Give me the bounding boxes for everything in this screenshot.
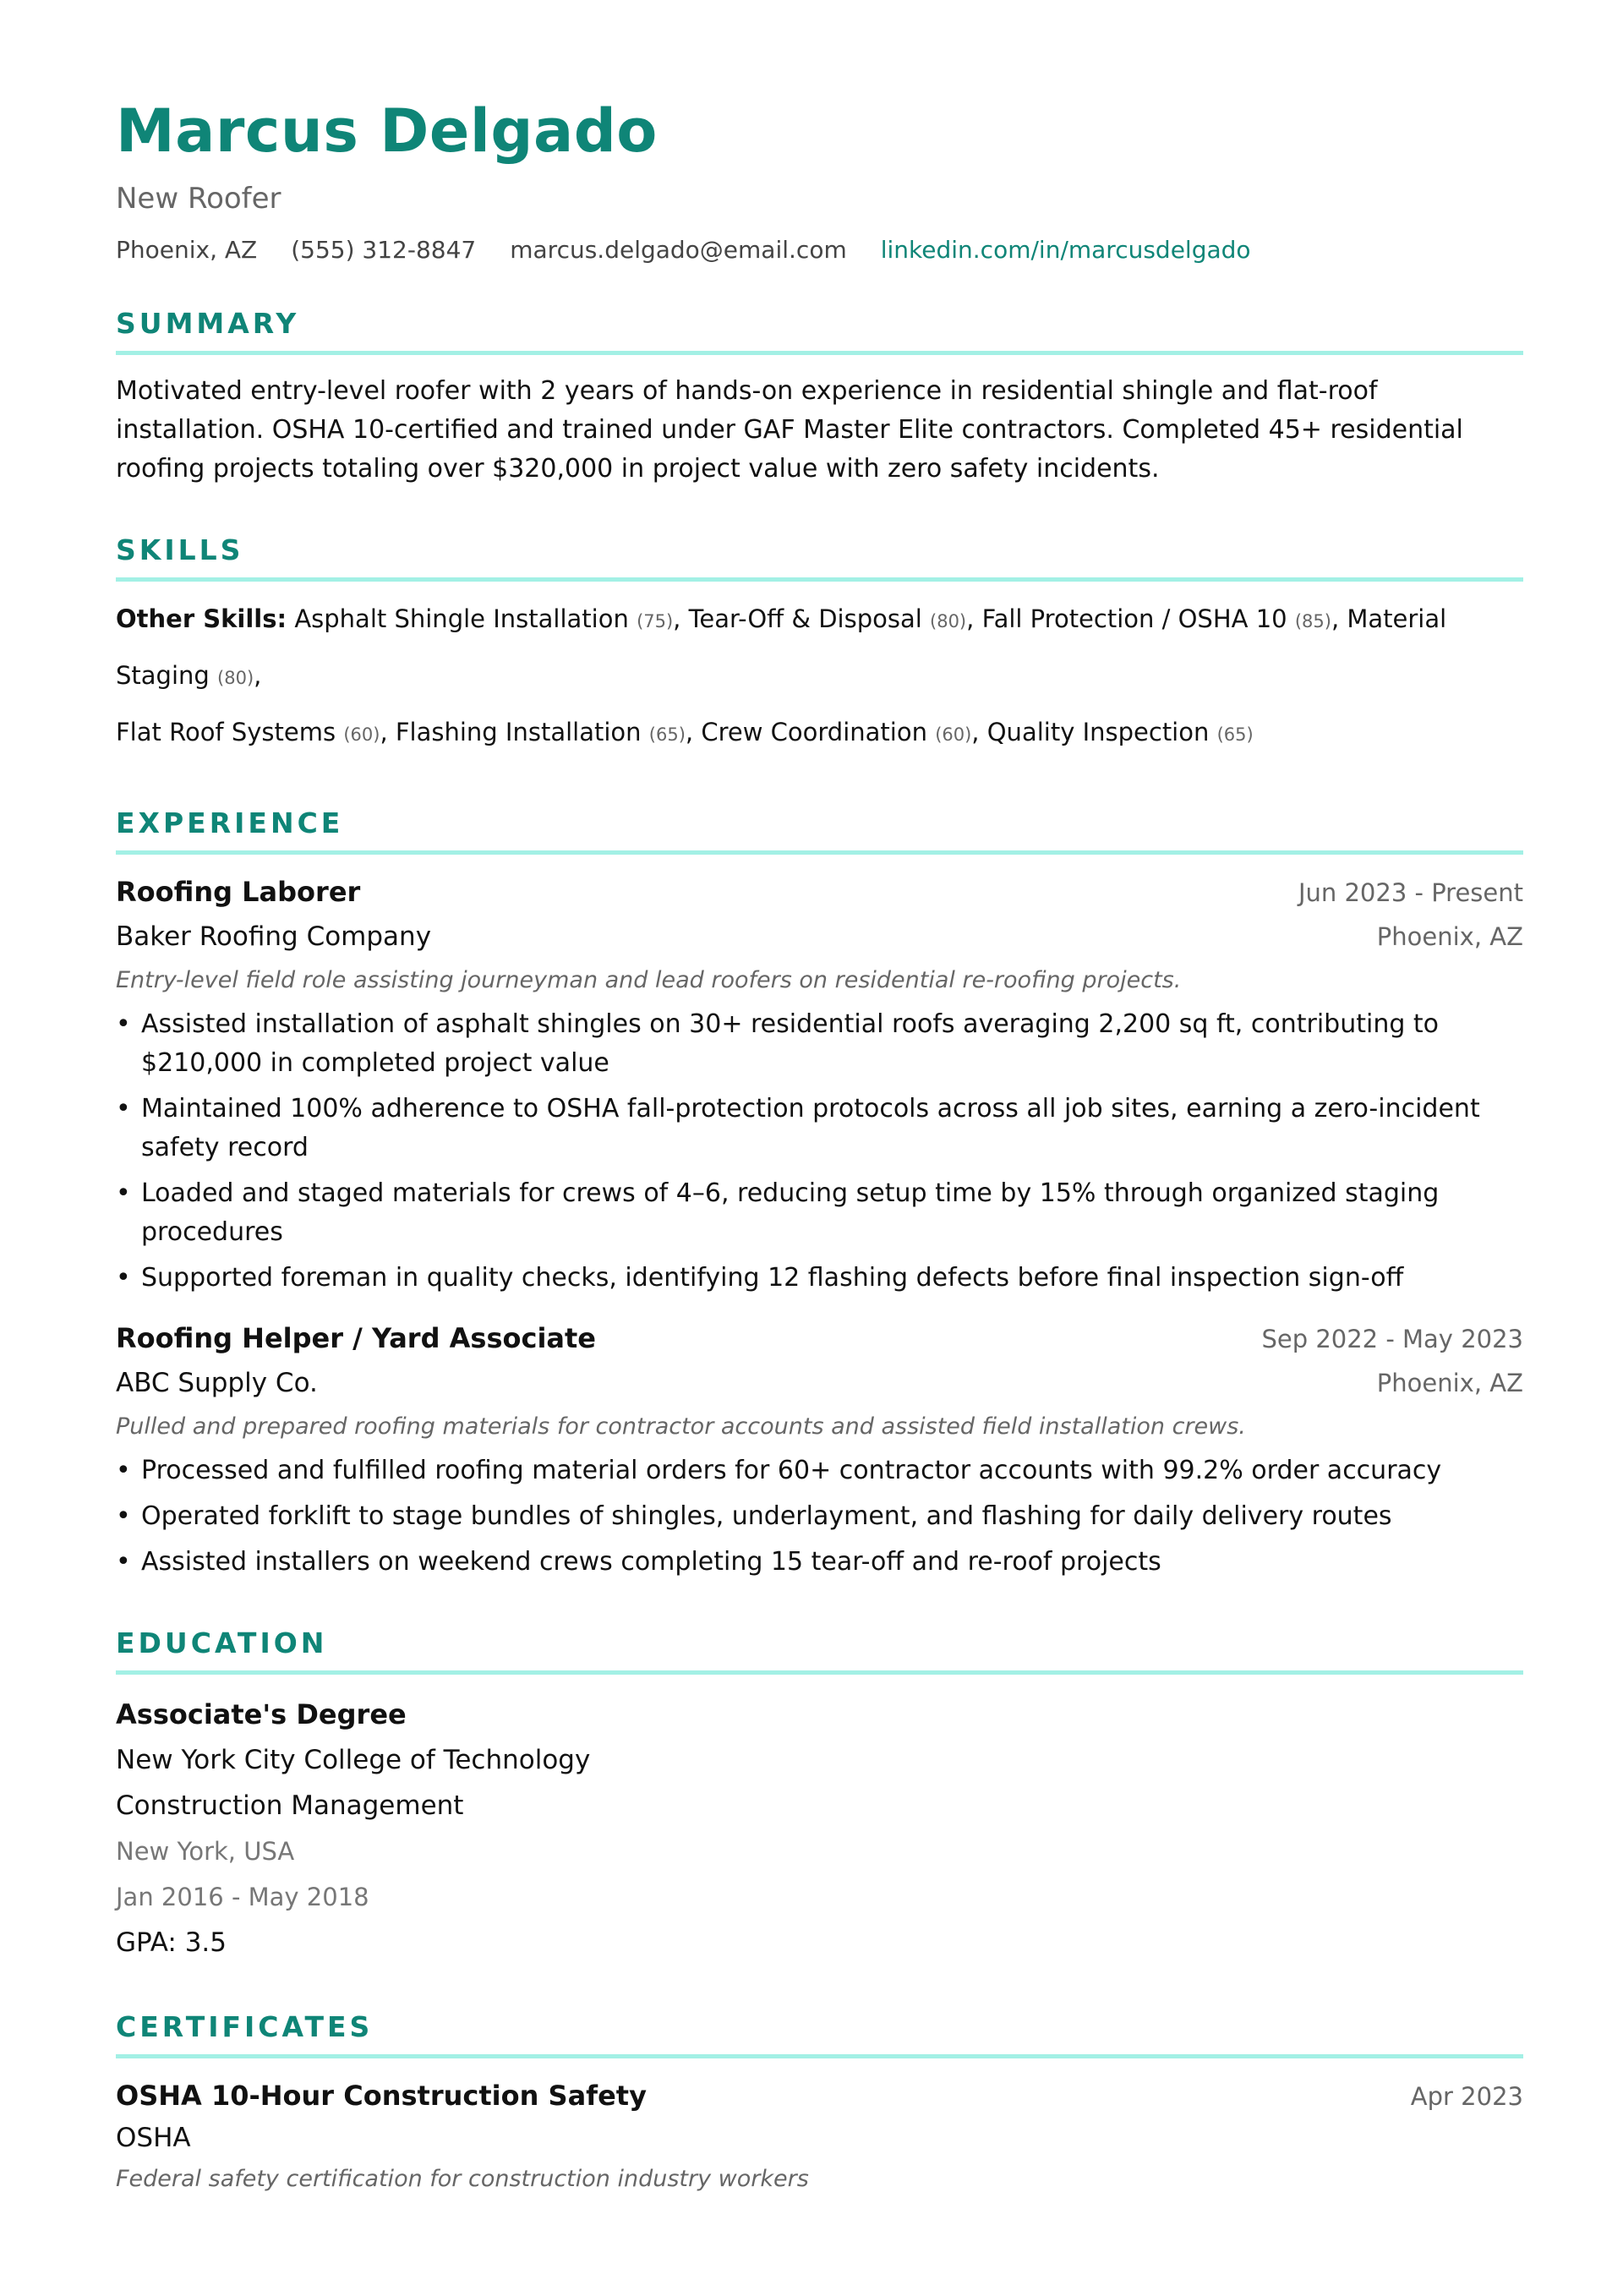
skill-level: (85) — [1294, 611, 1331, 631]
job-title: Roofing Laborer — [116, 876, 361, 908]
skill-name: Tear-Off & Disposal — [688, 604, 922, 633]
skill-name: Asphalt Shingle Installation — [294, 604, 629, 633]
company-name: Baker Roofing Company — [116, 921, 432, 952]
section-title-certificates: CERTIFICATES — [116, 2010, 374, 2043]
section-title-summary: SUMMARY — [116, 307, 300, 340]
education-school: New York City College of Technology — [116, 1745, 591, 1775]
bullet-item: • Operated forklift to stage bundles of shingles, underlayment, and flashing for daily delivery routes — [116, 1497, 1523, 1536]
candidate-title: New Roofer — [116, 182, 281, 216]
bullet-item: • Assisted installers on weekend crews completing 15 tear-off and re-roof projects — [116, 1543, 1523, 1582]
section-divider — [116, 850, 1523, 855]
experience-section — [116, 806, 1523, 1582]
education-location: New York, USA — [116, 1837, 295, 1866]
job-location: Phoenix, AZ — [1376, 1369, 1523, 1397]
skill-level: (60) — [935, 724, 972, 745]
skill-item: Flat Roof Systems (60), — [116, 718, 388, 746]
skill-item: Tear-Off & Disposal (80), — [688, 604, 975, 633]
skill-level: (65) — [1216, 724, 1254, 745]
candidate-name: Marcus Delgado — [116, 96, 658, 166]
education-field: Construction Management — [116, 1790, 464, 1821]
skill-item — [987, 718, 1254, 746]
linkedin-link[interactable]: linkedin.com/in/marcusdelgado — [880, 236, 1251, 264]
experience-entry — [116, 872, 1523, 1298]
job-bullets — [116, 1451, 1523, 1582]
certificate-date: Apr 2023 — [1410, 2082, 1523, 2111]
contact-phone: (555) 312-8847 — [291, 236, 477, 264]
skill-item: Flashing Installation (65), — [395, 718, 694, 746]
resume-page — [116, 96, 1523, 2199]
education-dates: Jan 2016 - May 2018 — [116, 1883, 369, 1911]
skill-name: Material Staging — [116, 604, 1447, 690]
bullet-item: • Loaded and staged materials for crews of 4–6, reducing setup time by 15% through organized staging procedures — [116, 1174, 1523, 1252]
skills-label: Other Skills: — [116, 604, 287, 633]
job-description: Pulled and prepared roofing materials for contractor accounts and assisted field installation crews. — [116, 1413, 1246, 1440]
section-divider — [116, 2054, 1523, 2058]
summary-text: Motivated entry-level roofer with 2 years of hands-on experience in residential shingle and flat-roof installation. OSHA 10-certified and trained under GAF Master Elite contractors. Completed 45+ residential roofing projects totaling over $320,000 in project value with zero safety incidents. — [116, 376, 1463, 484]
skill-item: Fall Protection / OSHA 10 (85), — [981, 604, 1340, 633]
section-title-education: EDUCATION — [116, 1626, 328, 1659]
section-divider — [116, 351, 1523, 355]
section-divider — [116, 1670, 1523, 1675]
job-dates: Jun 2023 - Present — [1298, 878, 1523, 907]
certificate-name: OSHA 10-Hour Construction Safety — [116, 2080, 647, 2112]
bullet-item: • Maintained 100% adherence to OSHA fall-protection protocols across all job sites, earning a zero-incident safety record — [116, 1090, 1523, 1167]
skill-level: (75) — [637, 611, 674, 631]
bullet-item: • Supported foreman in quality checks, identifying 12 flashing defects before final inspection sign-off — [116, 1259, 1523, 1298]
company-name: ABC Supply Co. — [116, 1368, 318, 1398]
education-gpa: GPA: 3.5 — [116, 1927, 227, 1958]
education-section — [116, 1626, 1523, 1965]
experience-entry — [116, 1318, 1523, 1582]
summary-section — [116, 309, 1523, 489]
contact-email: marcus.delgado@email.com — [510, 236, 847, 264]
skill-name: Flat Roof Systems — [116, 718, 336, 746]
skill-name: Flashing Installation — [395, 718, 642, 746]
skill-level: (80) — [217, 668, 254, 688]
job-dates: Sep 2022 - May 2023 — [1261, 1325, 1523, 1353]
skill-item: Crew Coordination (60), — [701, 718, 980, 746]
contact-bar — [116, 238, 1523, 262]
job-bullets — [116, 1005, 1523, 1298]
job-location: Phoenix, AZ — [1376, 922, 1523, 951]
bullet-item: • Processed and fulfilled roofing material orders for 60+ contractor accounts with 99.2% order accuracy — [116, 1451, 1523, 1490]
skill-level: (80) — [930, 611, 967, 631]
skill-level: (65) — [648, 724, 686, 745]
skills-section — [116, 533, 1523, 762]
certificate-entry — [116, 2075, 1523, 2199]
skill-item: Material Staging (80), — [116, 604, 1447, 690]
skill-name: Quality Inspection — [986, 718, 1210, 746]
skill-item: Asphalt Shingle Installation (75), — [294, 604, 681, 633]
bullet-item: • Assisted installation of asphalt shingles on 30+ residential roofs averaging 2,200 sq ft, contributing to $210,000 in completed project value — [116, 1005, 1523, 1083]
job-title: Roofing Helper / Yard Associate — [116, 1322, 596, 1354]
section-title-skills: SKILLS — [116, 533, 244, 566]
skill-level: (60) — [343, 724, 380, 745]
skill-name: Crew Coordination — [701, 718, 927, 746]
certificates-section — [116, 2010, 1523, 2199]
certificate-issuer: OSHA — [116, 2123, 191, 2153]
section-divider — [116, 577, 1523, 582]
contact-location: Phoenix, AZ — [116, 236, 258, 264]
skills-list — [116, 592, 1523, 762]
resume-header — [116, 96, 1523, 264]
job-description: Entry-level field role assisting journeyman and lead roofers on residential re-roofing projects. — [116, 967, 1182, 993]
section-title-experience: EXPERIENCE — [116, 806, 344, 839]
education-degree: Associate's Degree — [116, 1698, 407, 1730]
skill-name: Fall Protection / OSHA 10 — [981, 604, 1287, 633]
certificate-description: Federal safety certification for construction industry workers — [116, 2166, 809, 2192]
